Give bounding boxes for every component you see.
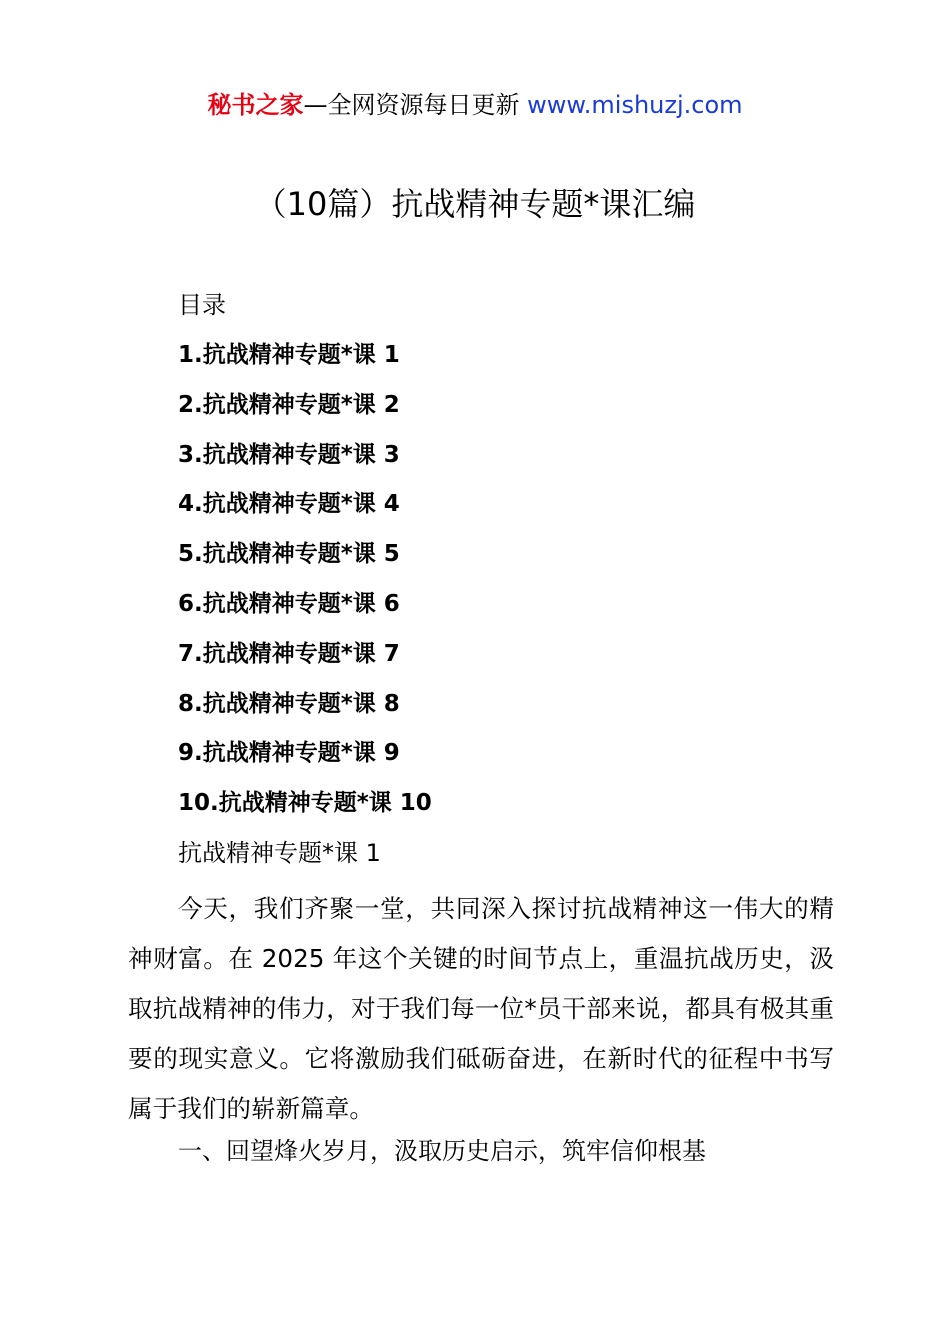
toc-item[interactable]: 7.抗战精神专题*课 7 (178, 640, 400, 667)
site-header (0, 88, 950, 122)
header-tagline: —全网资源每日更新 (303, 91, 528, 119)
toc-item[interactable]: 5.抗战精神专题*课 5 (178, 541, 400, 568)
toc-item[interactable]: 9.抗战精神专题*课 9 (178, 740, 400, 767)
section-title: 抗战精神专题*课 1 (178, 839, 381, 867)
toc-item[interactable]: 10.抗战精神专题*课 10 (178, 790, 432, 817)
toc-item[interactable]: 6.抗战精神专题*课 6 (178, 590, 400, 617)
toc-item[interactable]: 3.抗战精神专题*课 3 (178, 441, 400, 468)
toc-item[interactable]: 1.抗战精神专题*课 1 (178, 342, 400, 368)
toc-item[interactable]: 4.抗战精神专题*课 4 (178, 491, 400, 518)
brand-name: 秘书之家 (207, 91, 304, 119)
site-url-link[interactable]: www.mishuzj.com (527, 91, 743, 119)
toc-heading: 目录 (178, 291, 226, 319)
table-of-contents (178, 338, 432, 836)
body-paragraph: 今天，我们齐聚一堂，共同深入探讨抗战精神这一伟大的精神财富。在 2025 年这个关键的时间节点上，重温抗战历史，汲取抗战精神的伟力，对于我们每一位*员干部来说，都具有极其重要的现实意义。它将激励我们砥砺奋进，在新时代的征程中书写属于我们的崭新篇章。 (128, 894, 834, 1123)
toc-item[interactable]: 8.抗战精神专题*课 8 (178, 690, 400, 717)
toc-item[interactable]: 2.抗战精神专题*课 2 (178, 391, 400, 418)
document-title: （10篇）抗战精神专题*课汇编 (254, 185, 696, 223)
section-heading-one: 一、回望烽火岁月，汲取历史启示，筑牢信仰根基 (178, 1137, 706, 1165)
